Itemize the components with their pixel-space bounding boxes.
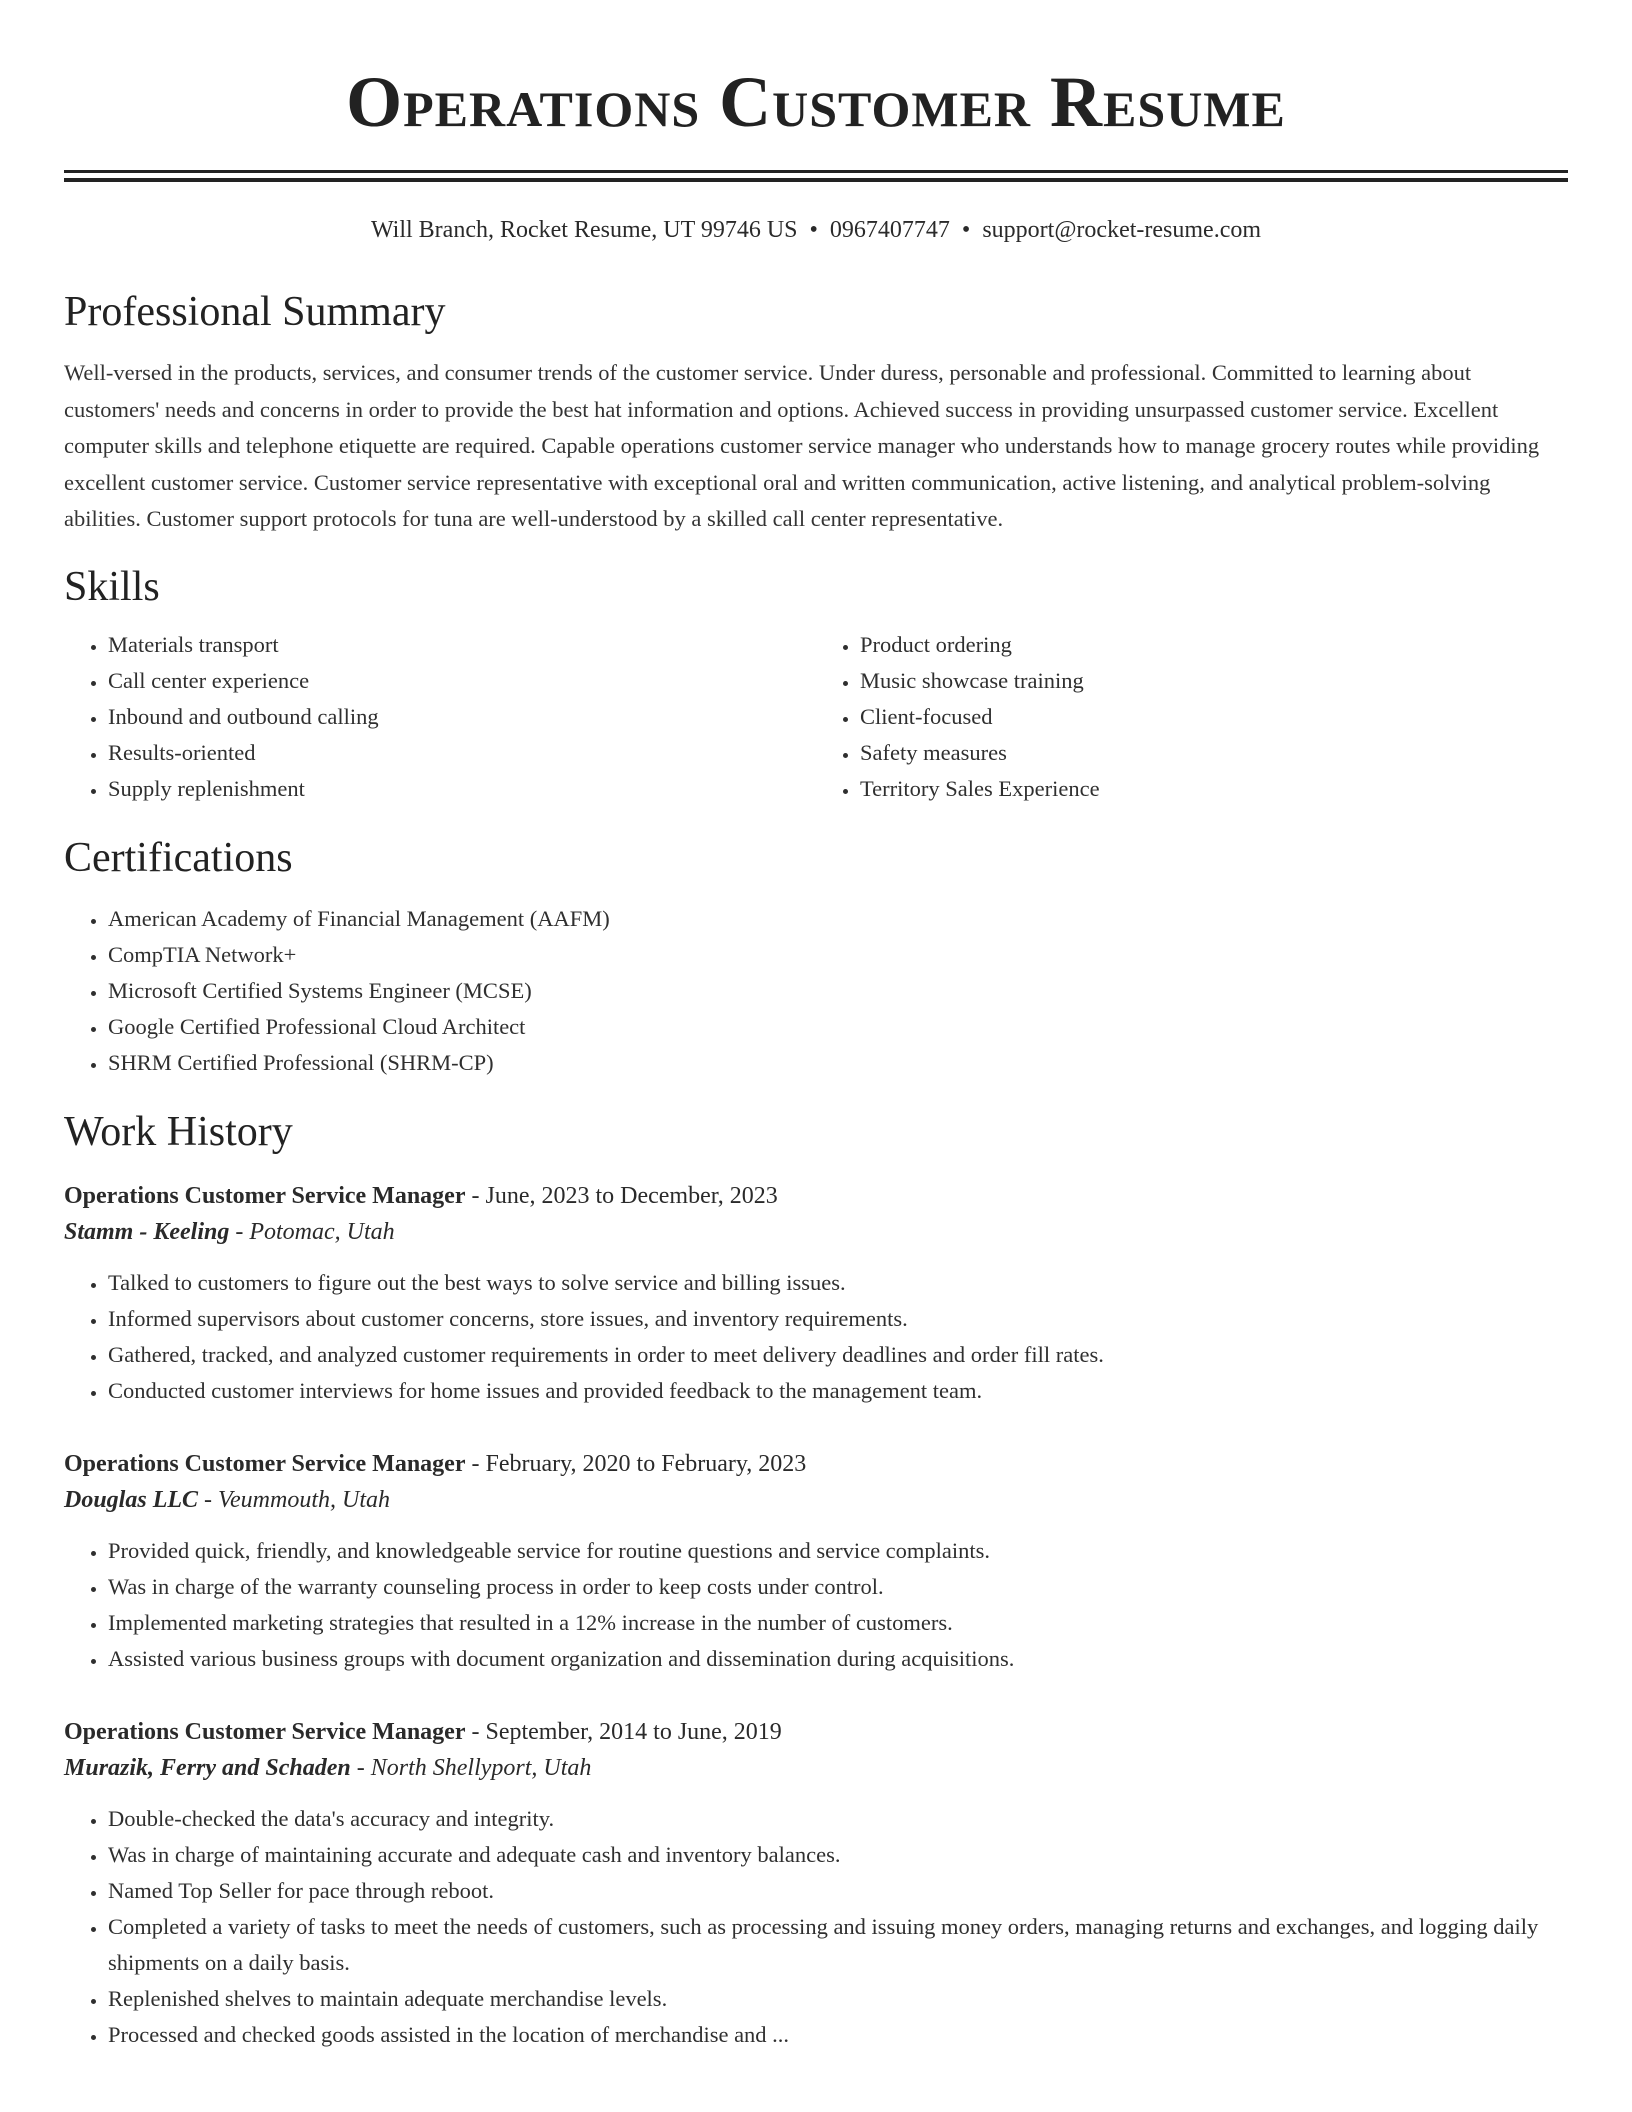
job-bullets bbox=[64, 1265, 1568, 1409]
job-dates: - February, 2020 to February, 2023 bbox=[465, 1450, 807, 1477]
job-entry bbox=[64, 1447, 1568, 1677]
job-bullet: • Was in charge of maintaining accurate and adequate cash and inventory balances. bbox=[108, 1837, 1568, 1873]
job-bullet: • Replenished shelves to maintain adequate merchandise levels. bbox=[108, 1981, 1568, 2017]
contact-email: support@rocket-resume.com bbox=[982, 217, 1262, 243]
job-title-line bbox=[64, 1447, 1568, 1481]
job-bullet: • Implemented marketing strategies that resulted in a 12% increase in the number of customers. bbox=[108, 1605, 1568, 1641]
skill-item: • Inbound and outbound calling bbox=[108, 699, 816, 735]
skill-item: • Call center experience bbox=[108, 663, 816, 699]
resume-title: Operations Customer Resume bbox=[346, 62, 1286, 142]
certification-item: • SHRM Certified Professional (SHRM-CP) bbox=[108, 1045, 1568, 1081]
work-history-heading: Work History bbox=[64, 1108, 293, 1155]
title-divider bbox=[64, 170, 1568, 182]
certification-item: • American Academy of Financial Management (AAFM) bbox=[108, 901, 1568, 937]
job-bullet: • Processed and checked goods assisted in the location of merchandise and ... bbox=[108, 2017, 1568, 2053]
skill-item: • Product ordering bbox=[860, 627, 1568, 663]
job-location: - North Shellyport, Utah bbox=[350, 1754, 592, 1781]
job-location: - Veummouth, Utah bbox=[198, 1486, 390, 1513]
job-title-line bbox=[64, 1715, 1568, 1749]
job-bullets bbox=[64, 1801, 1568, 2053]
contact-separator: • bbox=[961, 217, 971, 243]
skill-item: • Music showcase training bbox=[860, 663, 1568, 699]
job-bullet: • Assisted various business groups with document organization and dissemination during acquisitions. bbox=[108, 1641, 1568, 1677]
job-bullet: • Gathered, tracked, and analyzed customer requirements in order to meet delivery deadlines and order fill rates. bbox=[108, 1337, 1568, 1373]
job-title: Operations Customer Service Manager bbox=[64, 1718, 466, 1745]
skill-item: • Territory Sales Experience bbox=[860, 771, 1568, 807]
job-company: Murazik, Ferry and Schaden bbox=[64, 1754, 351, 1781]
job-bullet: • Conducted customer interviews for home issues and provided feedback to the management team. bbox=[108, 1373, 1568, 1409]
skills-list-right bbox=[816, 627, 1568, 807]
certifications-heading: Certifications bbox=[64, 834, 293, 881]
summary-heading: Professional Summary bbox=[64, 289, 446, 335]
certifications-list bbox=[64, 901, 1568, 1081]
skills-heading: Skills bbox=[64, 563, 160, 610]
job-location: - Potomac, Utah bbox=[229, 1218, 395, 1245]
contact-line bbox=[64, 215, 1568, 245]
job-company-line bbox=[64, 1213, 1568, 1251]
contact-phone: 0967407747 bbox=[829, 217, 950, 243]
skills-list-left bbox=[64, 627, 816, 807]
job-bullet: • Double-checked the data's accuracy and integrity. bbox=[108, 1801, 1568, 1837]
job-company-line bbox=[64, 1749, 1568, 1787]
job-entry bbox=[64, 1179, 1568, 1409]
skill-item: • Supply replenishment bbox=[108, 771, 816, 807]
job-bullet: • Talked to customers to figure out the best ways to solve service and billing issues. bbox=[108, 1265, 1568, 1301]
skill-item: • Client-focused bbox=[860, 699, 1568, 735]
job-title: Operations Customer Service Manager bbox=[64, 1450, 466, 1477]
job-bullet: • Informed supervisors about customer concerns, store issues, and inventory requirements. bbox=[108, 1301, 1568, 1337]
contact-separator: • bbox=[809, 217, 818, 243]
certification-item: • Google Certified Professional Cloud Architect bbox=[108, 1009, 1568, 1045]
job-company: Stamm - Keeling bbox=[64, 1218, 230, 1245]
job-bullet: • Named Top Seller for pace through reboot. bbox=[108, 1873, 1568, 1909]
job-company-line bbox=[64, 1481, 1568, 1519]
job-bullet: • Provided quick, friendly, and knowledgeable service for routine questions and service complaints. bbox=[108, 1533, 1568, 1569]
summary-text: Well-versed in the products, services, and consumer trends of the customer service. Under duress, personable and professional. Committed to learning about customers' needs and concerns in order to provide the best hat information and options. Achieved success in providing unsurpassed customer service. Excellent computer skills and telephone etiquette are required. Capable operations customer service manager who understands how to manage grocery routes while providing excellent customer service. Customer service representative with exceptional oral and written communication, active listening, and analytical problem-solving abilities. Customer support protocols for tuna are well-understood by a skilled call center representative. bbox=[64, 360, 1540, 531]
skill-item: • Safety measures bbox=[860, 735, 1568, 771]
contact-address: Will Branch, Rocket Resume, UT 99746 US bbox=[370, 217, 798, 243]
job-title: Operations Customer Service Manager bbox=[64, 1182, 466, 1209]
certification-item: • Microsoft Certified Systems Engineer (MCSE) bbox=[108, 973, 1568, 1009]
skill-item: • Materials transport bbox=[108, 627, 816, 663]
job-title-line bbox=[64, 1179, 1568, 1213]
skill-item: • Results-oriented bbox=[108, 735, 816, 771]
skills-columns bbox=[64, 627, 1568, 807]
certification-item: • CompTIA Network+ bbox=[108, 937, 1568, 973]
job-bullets bbox=[64, 1533, 1568, 1677]
job-entry bbox=[64, 1715, 1568, 2053]
job-bullet: • Completed a variety of tasks to meet the needs of customers, such as processing and issuing money orders, managing returns and exchanges, and logging daily shipments on a daily basis. bbox=[108, 1909, 1568, 1981]
job-bullet: • Was in charge of the warranty counseling process in order to keep costs under control. bbox=[108, 1569, 1568, 1605]
job-dates: - September, 2014 to June, 2019 bbox=[465, 1718, 782, 1745]
job-dates: - June, 2023 to December, 2023 bbox=[465, 1182, 778, 1209]
job-company: Douglas LLC bbox=[64, 1486, 199, 1513]
resume-page bbox=[64, 0, 1568, 2053]
